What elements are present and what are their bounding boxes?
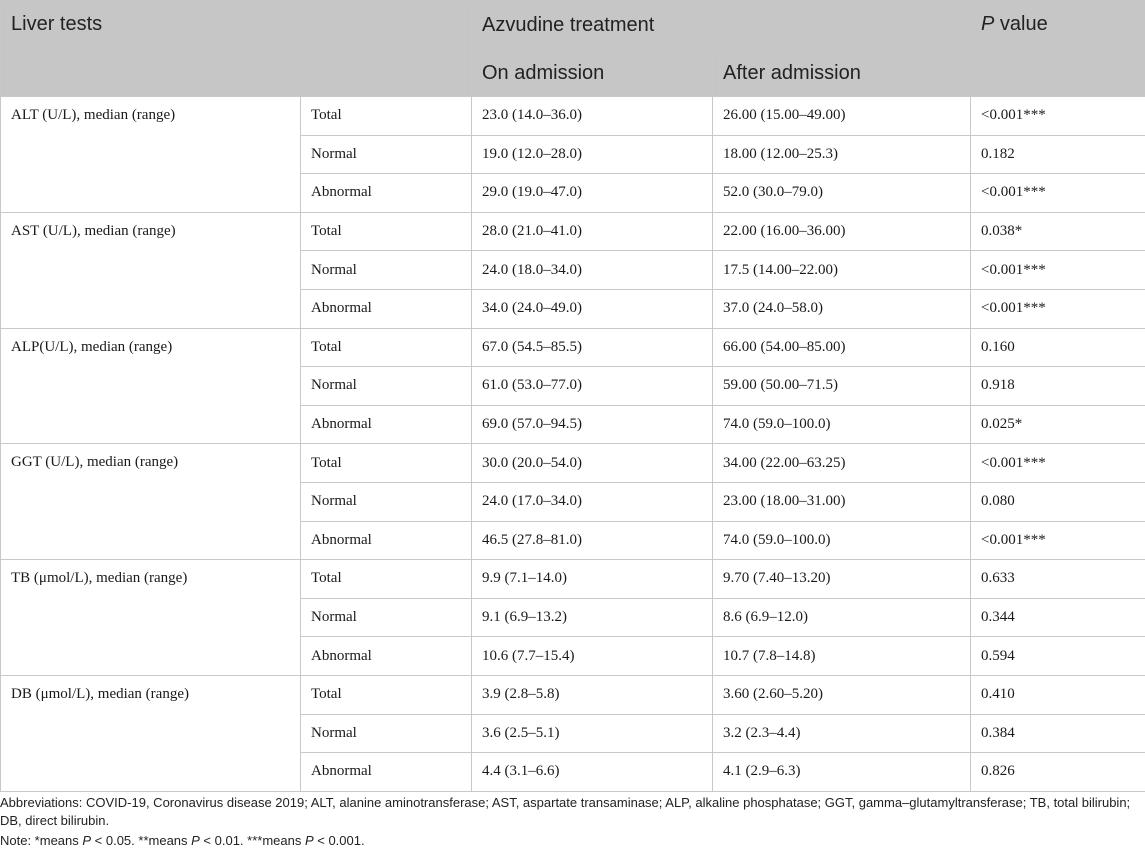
header-liver-tests: Liver tests <box>1 1 472 97</box>
header-p-value <box>971 1 1145 97</box>
after-admission-cell: 66.00 (54.00–85.00) <box>713 328 971 367</box>
subgroup-cell: Normal <box>301 714 472 753</box>
table-row <box>1 560 1145 599</box>
liver-test-name: TB (μmol/L), median (range) <box>1 560 301 676</box>
note-text: < 0.001. <box>313 833 365 848</box>
p-value-cell: <0.001*** <box>971 289 1145 328</box>
on-admission-cell: 28.0 (21.0–41.0) <box>472 212 713 251</box>
table-row <box>1 328 1145 367</box>
after-admission-cell: 26.00 (15.00–49.00) <box>713 97 971 136</box>
p-value-cell: <0.001*** <box>971 251 1145 290</box>
abbreviations-note: Abbreviations: COVID-19, Coronavirus disease 2019; ALT, alanine aminotransferase; AST, aspartate transaminase; ALP, alkaline phosphatase; GGT, gamma–glutamyltransferase; TB, total bilirubin; DB, direct bilirubin. <box>0 795 1131 828</box>
subgroup-cell: Abnormal <box>301 637 472 676</box>
on-admission-cell: 46.5 (27.8–81.0) <box>472 521 713 560</box>
after-admission-cell: 3.2 (2.3–4.4) <box>713 714 971 753</box>
note-p: P <box>191 833 200 848</box>
after-admission-cell: 52.0 (30.0–79.0) <box>713 174 971 213</box>
liver-test-name: DB (μmol/L), median (range) <box>1 675 301 791</box>
on-admission-cell: 24.0 (18.0–34.0) <box>472 251 713 290</box>
note-p: P <box>304 833 314 848</box>
after-admission-cell: 17.5 (14.00–22.00) <box>713 251 971 290</box>
header-azvudine-treatment: Azvudine treatment <box>472 1 971 50</box>
after-admission-cell: 37.0 (24.0–58.0) <box>713 289 971 328</box>
on-admission-cell: 9.1 (6.9–13.2) <box>472 598 713 637</box>
table-row <box>1 444 1145 483</box>
p-value-cell: 0.826 <box>971 753 1145 792</box>
on-admission-cell: 10.6 (7.7–15.4) <box>472 637 713 676</box>
after-admission-cell: 10.7 (7.8–14.8) <box>713 637 971 676</box>
subgroup-cell: Total <box>301 444 472 483</box>
note-text: Note: *means <box>0 833 83 848</box>
after-admission-cell: 23.00 (18.00–31.00) <box>713 482 971 521</box>
header-p-italic: P <box>981 13 995 35</box>
p-value-cell: 0.080 <box>971 482 1145 521</box>
on-admission-cell: 3.6 (2.5–5.1) <box>472 714 713 753</box>
p-value-cell: 0.344 <box>971 598 1145 637</box>
subgroup-cell: Abnormal <box>301 289 472 328</box>
liver-test-name: GGT (U/L), median (range) <box>1 444 301 560</box>
p-value-cell: 0.633 <box>971 560 1145 599</box>
on-admission-cell: 30.0 (20.0–54.0) <box>472 444 713 483</box>
subgroup-cell: Normal <box>301 367 472 406</box>
after-admission-cell: 3.60 (2.60–5.20) <box>713 675 971 714</box>
p-value-cell: 0.594 <box>971 637 1145 676</box>
after-admission-cell: 59.00 (50.00–71.5) <box>713 367 971 406</box>
subgroup-cell: Normal <box>301 251 472 290</box>
after-admission-cell: 22.00 (16.00–36.00) <box>713 212 971 251</box>
note-p: P <box>82 833 92 848</box>
note-text: < 0.01. ***means <box>199 833 305 848</box>
table-footnotes <box>0 794 1140 850</box>
subgroup-cell: Abnormal <box>301 521 472 560</box>
p-value-cell: <0.001*** <box>971 521 1145 560</box>
after-admission-cell: 74.0 (59.0–100.0) <box>713 521 971 560</box>
on-admission-cell: 9.9 (7.1–14.0) <box>472 560 713 599</box>
subgroup-cell: Normal <box>301 598 472 637</box>
subgroup-cell: Total <box>301 212 472 251</box>
on-admission-cell: 4.4 (3.1–6.6) <box>472 753 713 792</box>
after-admission-cell: 34.00 (22.00–63.25) <box>713 444 971 483</box>
p-value-cell: <0.001*** <box>971 97 1145 136</box>
after-admission-cell: 74.0 (59.0–100.0) <box>713 405 971 444</box>
subgroup-cell: Abnormal <box>301 174 472 213</box>
liver-test-name: ALT (U/L), median (range) <box>1 97 301 213</box>
liver-test-name: AST (U/L), median (range) <box>1 212 301 328</box>
subgroup-cell: Normal <box>301 135 472 174</box>
table-body <box>1 97 1145 792</box>
on-admission-cell: 69.0 (57.0–94.5) <box>472 405 713 444</box>
p-value-cell: 0.025* <box>971 405 1145 444</box>
table-row <box>1 97 1145 136</box>
p-value-cell: <0.001*** <box>971 174 1145 213</box>
p-value-cell: 0.918 <box>971 367 1145 406</box>
subgroup-cell: Total <box>301 328 472 367</box>
subgroup-cell: Total <box>301 560 472 599</box>
p-value-cell: 0.160 <box>971 328 1145 367</box>
on-admission-cell: 61.0 (53.0–77.0) <box>472 367 713 406</box>
after-admission-cell: 18.00 (12.00–25.3) <box>713 135 971 174</box>
on-admission-cell: 67.0 (54.5–85.5) <box>472 328 713 367</box>
subgroup-cell: Normal <box>301 482 472 521</box>
on-admission-cell: 3.9 (2.8–5.8) <box>472 675 713 714</box>
after-admission-cell: 8.6 (6.9–12.0) <box>713 598 971 637</box>
significance-note <box>0 832 1140 850</box>
liver-test-name: ALP(U/L), median (range) <box>1 328 301 444</box>
p-value-cell: 0.410 <box>971 675 1145 714</box>
note-text: < 0.05. **means <box>91 833 192 848</box>
p-value-cell: <0.001*** <box>971 444 1145 483</box>
header-p-rest: value <box>994 13 1048 35</box>
on-admission-cell: 19.0 (12.0–28.0) <box>472 135 713 174</box>
header-after-admission: After admission <box>713 50 971 97</box>
on-admission-cell: 29.0 (19.0–47.0) <box>472 174 713 213</box>
after-admission-cell: 9.70 (7.40–13.20) <box>713 560 971 599</box>
on-admission-cell: 23.0 (14.0–36.0) <box>472 97 713 136</box>
subgroup-cell: Abnormal <box>301 753 472 792</box>
table-row <box>1 675 1145 714</box>
on-admission-cell: 24.0 (17.0–34.0) <box>472 482 713 521</box>
after-admission-cell: 4.1 (2.9–6.3) <box>713 753 971 792</box>
header-on-admission: On admission <box>472 50 713 97</box>
subgroup-cell: Total <box>301 675 472 714</box>
subgroup-cell: Total <box>301 97 472 136</box>
table-row <box>1 212 1145 251</box>
p-value-cell: 0.038* <box>971 212 1145 251</box>
subgroup-cell: Abnormal <box>301 405 472 444</box>
on-admission-cell: 34.0 (24.0–49.0) <box>472 289 713 328</box>
p-value-cell: 0.384 <box>971 714 1145 753</box>
p-value-cell: 0.182 <box>971 135 1145 174</box>
